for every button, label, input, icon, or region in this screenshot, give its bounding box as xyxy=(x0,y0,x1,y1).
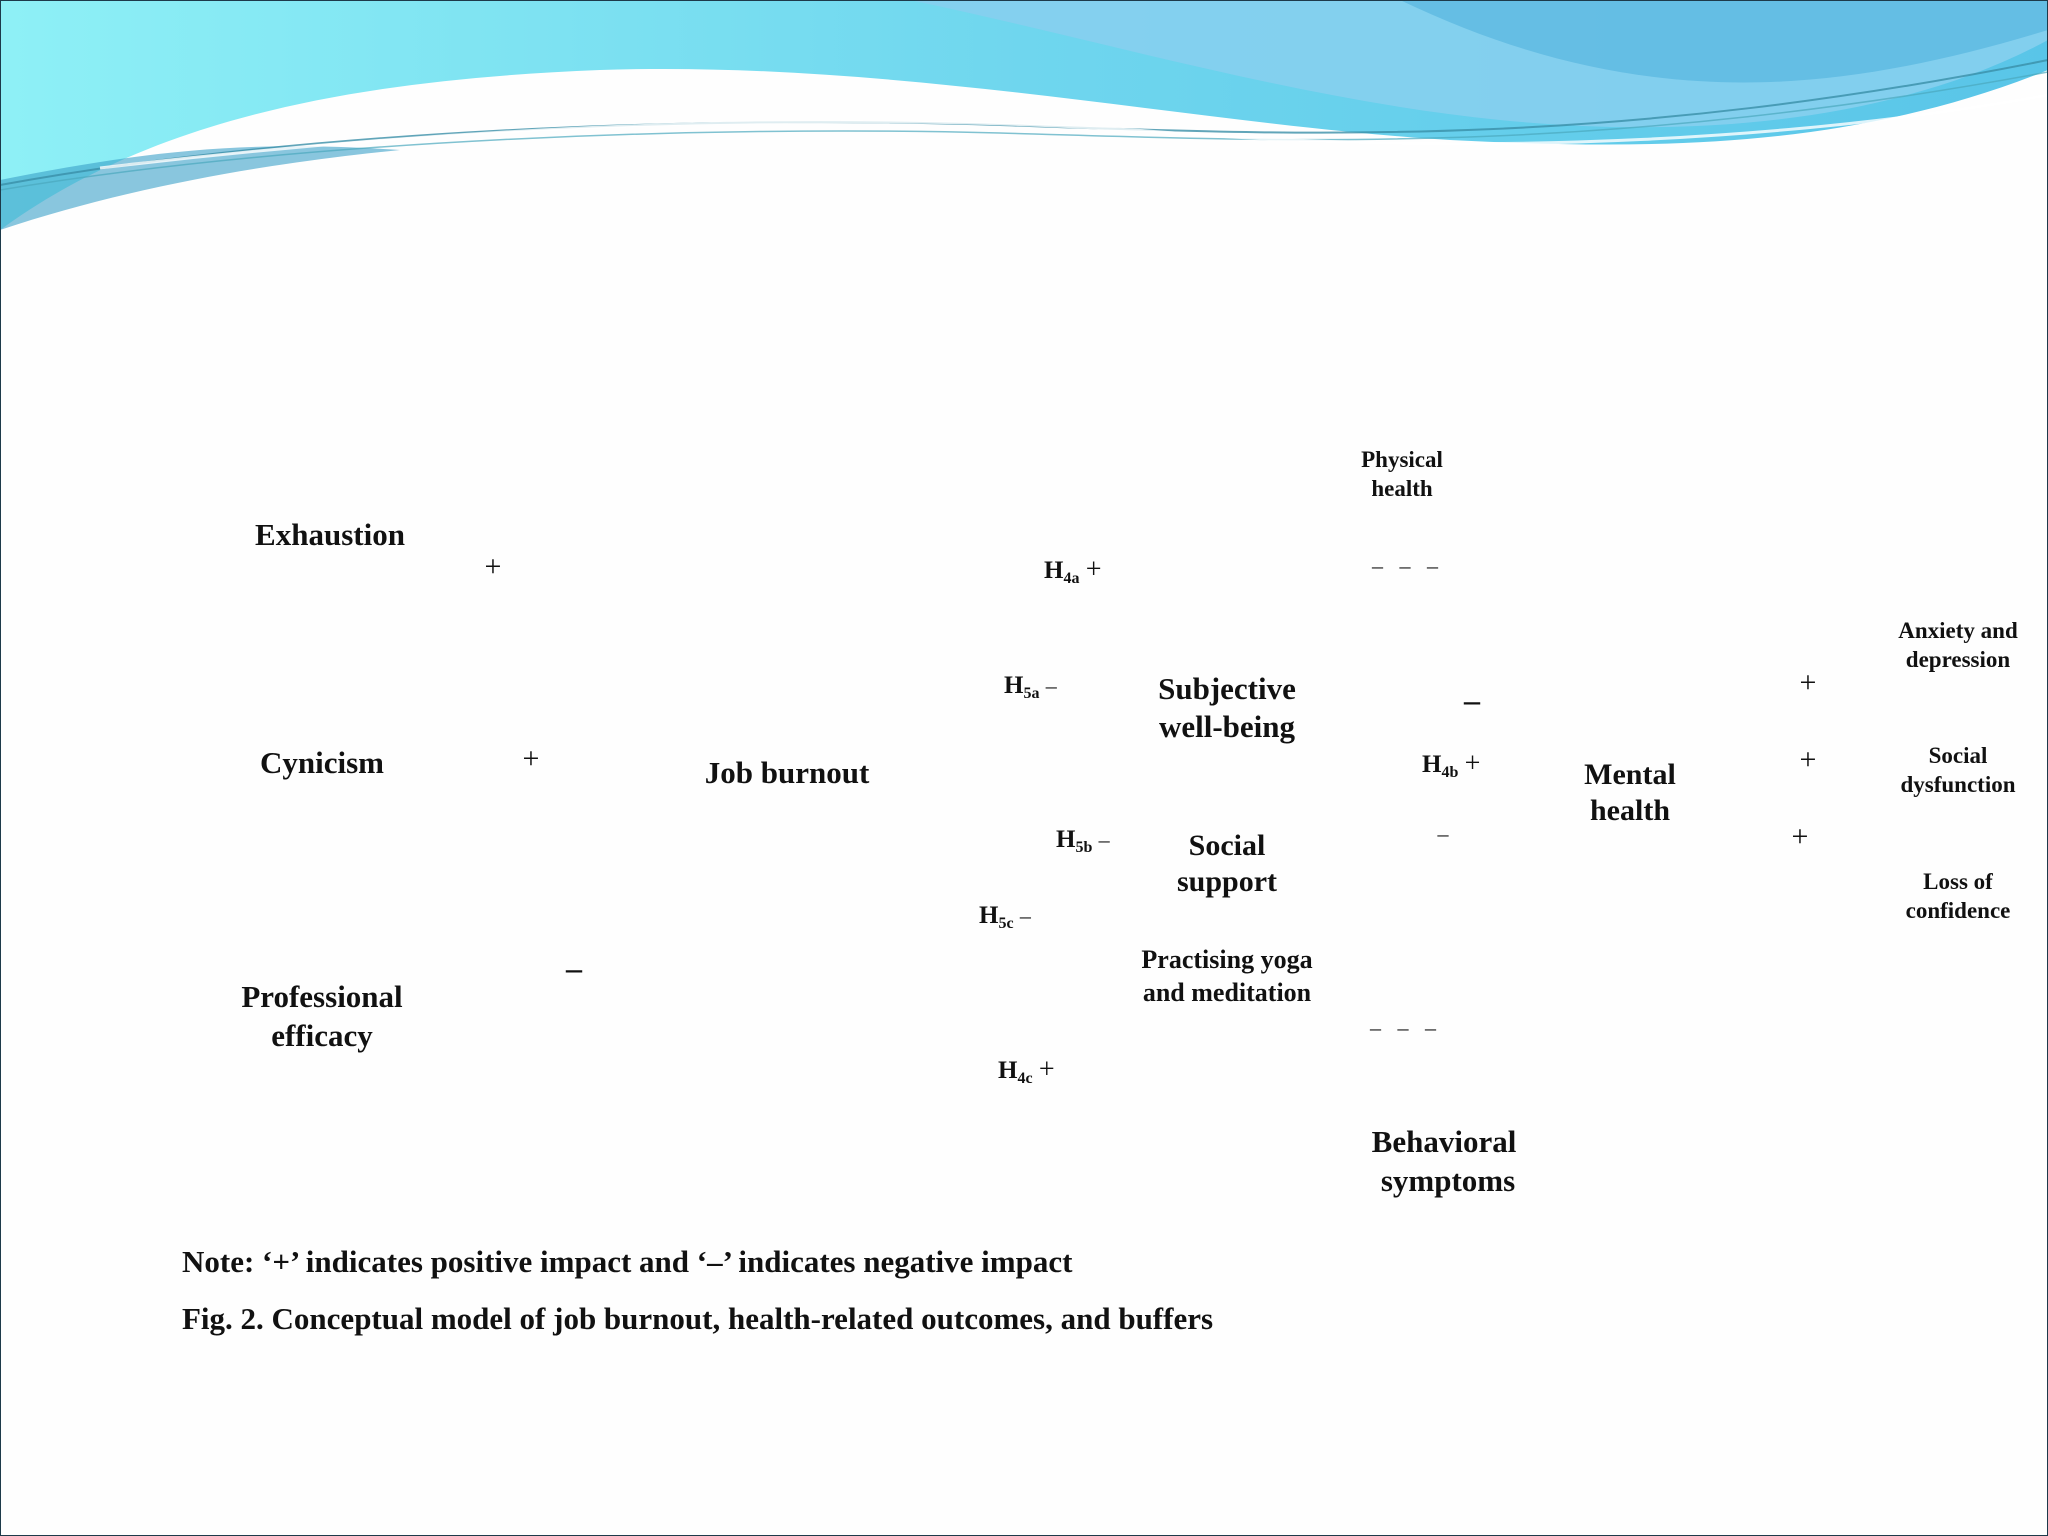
wellbeing-mental-sign: – xyxy=(1464,682,1480,718)
subjective-wellbeing-label-line2: well-being xyxy=(1158,709,1296,744)
mental-small-sign: – xyxy=(1437,821,1449,846)
anxiety-sign: + xyxy=(1799,666,1817,699)
job-burnout-label: Job burnout xyxy=(704,755,870,790)
hypothesis-h4b: $H_{4b}$ + xyxy=(1422,748,1481,781)
physical-health-label-line1: Physical xyxy=(1361,447,1443,472)
subjective-wellbeing-label-line1: Subjective xyxy=(1158,671,1296,706)
yoga-meditation-label-line1: Practising yoga xyxy=(1141,945,1313,974)
physical-health-label-line2: health xyxy=(1371,476,1433,501)
behavioral-dashes: – – – xyxy=(1370,1015,1436,1040)
loss-confidence-sign: + xyxy=(1791,820,1809,853)
physical-health-dashes: – – – xyxy=(1372,553,1438,578)
hypothesis-h4a: $H_{4a}$ + xyxy=(1044,554,1102,587)
loss-confidence-label-line2: confidence xyxy=(1905,898,2011,923)
hypothesis-h4c: $H_{4c}$ + xyxy=(998,1054,1055,1087)
hypothesis-h5a: $H_{5a}$ – xyxy=(1004,672,1057,702)
behavioral-symptoms-label-line2: symptoms xyxy=(1380,1163,1516,1198)
cynicism-sign: + xyxy=(522,742,540,775)
cynicism-label: Cynicism xyxy=(260,745,384,780)
figure-caption: Fig. 2. Conceptual model of job burnout, health-related outcomes, and buffers xyxy=(182,1301,1214,1336)
exhaustion-label: Exhaustion xyxy=(255,517,405,552)
social-dysfunction-label-line1: Social xyxy=(1928,743,1988,768)
professional-efficacy-label-line1: Professional xyxy=(241,979,403,1014)
mental-health-label-line1: Mental xyxy=(1584,758,1676,791)
social-support-label-line1: Social xyxy=(1188,829,1266,862)
hypothesis-h5c: $H_{5c}$ – xyxy=(979,902,1031,932)
mental-health-label-line2: health xyxy=(1589,794,1671,827)
efficacy-sign: – xyxy=(566,950,582,986)
note-text: Note: ‘+’ indicates positive impact and ‘–’ indicates negative impact xyxy=(182,1244,1073,1279)
social-dysfunction-label-line2: dysfunction xyxy=(1900,772,2016,797)
social-support-label-line2: support xyxy=(1176,865,1278,898)
hypothesis-h5b: $H_{5b}$ – xyxy=(1056,826,1110,856)
anxiety-depression-label-line2: depression xyxy=(1905,647,2011,672)
professional-efficacy-label-line2: efficacy xyxy=(271,1018,373,1053)
yoga-meditation-label-line2: and meditation xyxy=(1142,978,1312,1007)
anxiety-depression-label-line1: Anxiety and xyxy=(1898,618,2018,643)
loss-confidence-label-line1: Loss of xyxy=(1923,869,1993,894)
social-dysfunction-sign: + xyxy=(1799,743,1817,776)
header-wave-decoration xyxy=(0,0,2048,240)
exhaustion-sign: + xyxy=(484,550,502,583)
behavioral-symptoms-label-line1: Behavioral xyxy=(1371,1124,1517,1159)
